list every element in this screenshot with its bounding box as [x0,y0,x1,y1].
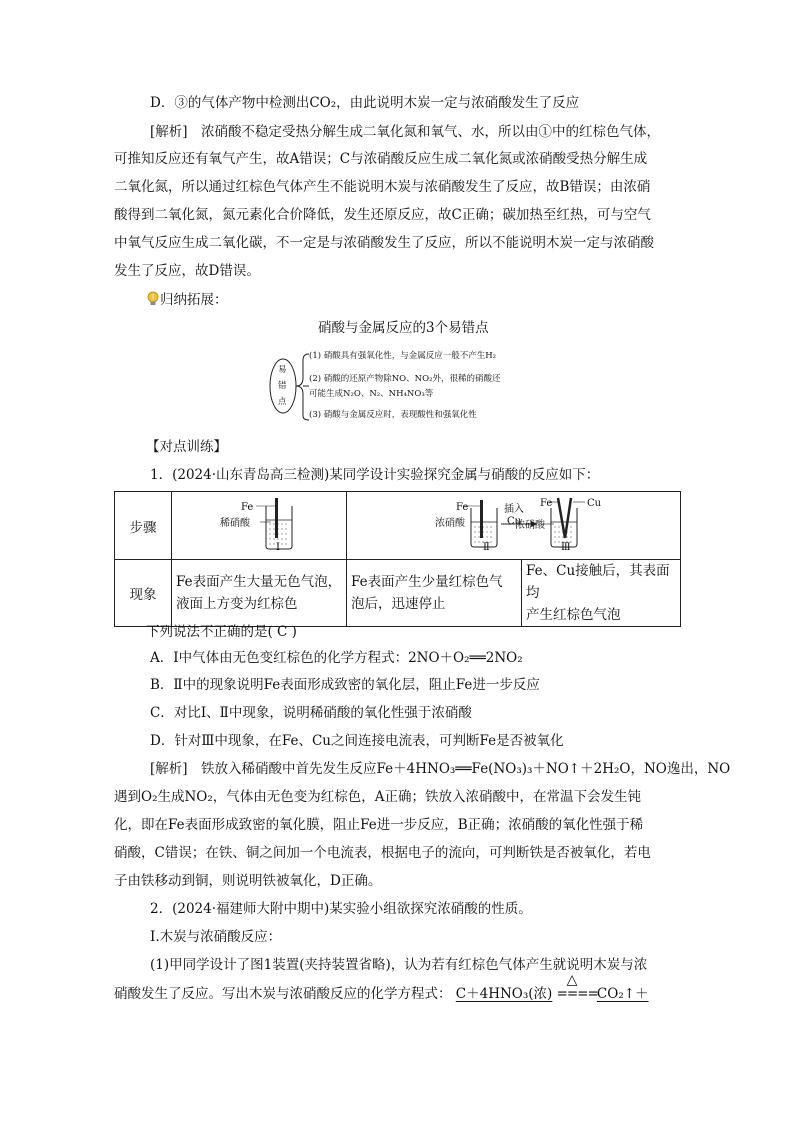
q1-option: B．Ⅱ中的现象说明Fe表面形成致密的氧化层，阻止Fe进一步反应 [150,677,540,693]
analysis-line: [解析] 浓硝酸不稳定受热分解生成二氧化氮和氧气、水，所以由①中的红棕色气体， [150,124,661,140]
step23-figure [347,492,681,560]
error-point: (3) 硝酸与金属反应时，表现酸性和强氧化性 [309,410,477,420]
fig2-metal-label: Fe [456,502,469,513]
q1-analysis-line: 遇到O₂生成NO₂，气体由无色变为红棕色，A正确；铁放入浓硝酸中，在常温下会发生钝 [114,789,642,805]
q2-sub1-line2: 硝酸发生了反应。写出木炭与浓硝酸反应的化学方程式： C＋4HNO₃(浓) △ ==== CO₂↑＋ [114,972,649,1002]
q2-stem: 2．(2024·福建师大附中期中)某实验小组欲探究浓硝酸的性质。 [150,901,532,917]
circle-label: 点 [278,397,287,407]
error-points-diagram [269,348,569,424]
q1-analysis-line: [解析] 铁放入稀硝酸中首先发生反应Fe＋4HNO₃══Fe(NO₃)₃＋NO↑＋2H₂O，NO逸出，NO [150,761,731,777]
fig1-roman-label: Ⅰ [276,542,280,553]
circle-label: 错 [278,381,287,391]
analysis-line: 发生了反应，故D错误。 [114,263,260,279]
row-header-steps: 步骤 [115,492,172,560]
q1-option: D．针对Ⅲ中现象，在Fe、Cu之间连接电流表，可判断Fe是否被氧化 [150,733,564,749]
fig2-roman-a: Ⅱ [483,542,490,553]
analysis-line: 酸得到二氧化氮，氮元素化合价降低，发生还原反应，故C正确；碳加热至红热，可与空气 [114,207,651,223]
heat-triangle: △ [566,972,578,988]
extension-title: 硝酸与金属反应的3个易错点 [318,320,489,336]
practice-heading: 【对点训练】 [146,439,227,455]
fig2-arrow-bottom-label: Cu [507,516,522,527]
fig3-metal-label: Fe [540,498,553,509]
q1-option: C．对比Ⅰ、Ⅱ中现象，说明稀硝酸的氧化性强于浓硝酸 [150,705,472,721]
q2-sub1-line1: (1)甲同学设计了图1装置(夹持装置省略)，认为若有红棕色气体产生就说明木炭与浓 [150,957,648,973]
q1-analysis-line: 子由铁移动到铜，则说明铁被氧化，D正确。 [114,873,382,889]
q1-analysis-line: 化，即在Fe表面形成致密的氧化膜，阻止Fe进一步反应，B正确；浓硝酸的氧化性强于稀 [114,817,644,833]
q1-stem: 1．(2024·山东青岛高三检测)某同学设计实验探究金属与硝酸的反应如下： [150,467,600,483]
extension-heading: 归纳拓展： [146,290,228,310]
beaker-diagram [176,494,336,558]
error-point: 可能生成N₂O、N₂、NH₄NO₃等 [309,389,434,399]
step1-figure [172,492,347,560]
answer-equation-left: C＋4HNO₃(浓) [455,986,553,1002]
answer-equation-right: CO₂↑＋ [596,986,649,1002]
phenomenon-cell: Fe表面产生少量红棕色气 泡后，迅速停止 [347,560,522,627]
q1-analysis-line: 硝酸，C错误；在铁、铜之间加一个电流表，根据电子的流向，可判断铁是否被氧化，若电 [114,845,651,861]
phenomenon-cell: Fe表面产生大量无色气泡， 液面上方变为红棕色 [172,560,347,627]
q1-option: A．Ⅰ中气体由无色变红棕色的化学方程式：2NO＋O₂══2NO₂ [150,650,523,666]
fig3-acid-label: 浓硝酸 [515,520,545,531]
fig2-arrow-top-label: 插入 [504,504,524,515]
fig1-acid-label: 稀硝酸 [220,518,250,529]
fig3-metal-label-cu: Cu [587,498,602,509]
q1-question: 下列说法不正确的是( C ) [146,624,297,640]
experiment-table [114,491,681,627]
error-point: (1) 硝酸具有强氧化性，与金属反应一般不产生H₂ [309,351,497,361]
analysis-line: 中氧气反应生成二氧化碳，不一定是与浓硝酸发生了反应，所以不能说明木炭一定与浓硝酸 [114,235,654,251]
fig2-acid-label: 浓硝酸 [435,518,465,529]
error-point: (2) 硝酸的还原产物除NO、NO₂外，很稀的硝酸还 [309,374,501,384]
analysis-line: 二氧化氮，所以通过红棕色气体产生不能说明木炭与浓硝酸发生了反应，故B错误；由浓硝 [114,179,651,195]
fig1-metal-label: Fe [241,502,254,513]
lightbulb-icon [146,291,160,307]
equal-arrow: ==== [556,986,598,1002]
row-header-phenomena: 现象 [115,560,172,627]
option-d: D．③的气体产物中检测出CO₂，由此说明木炭一定与浓硝酸发生了反应 [150,95,580,111]
q2-part1: Ⅰ.木炭与浓硝酸反应： [150,929,282,945]
phenomenon-cell: Fe、Cu接触后，其表面均 产生红棕色气泡 [522,560,681,627]
circle-label: 易 [278,365,287,375]
fig2-roman-b: Ⅲ [561,542,571,553]
analysis-line: 可推知反应还有氧气产生，故A错误；C与浓硝酸反应生成二氧化氮或浓硝酸受热分解生成 [114,151,648,167]
answer-reaction-condition [556,972,598,1004]
